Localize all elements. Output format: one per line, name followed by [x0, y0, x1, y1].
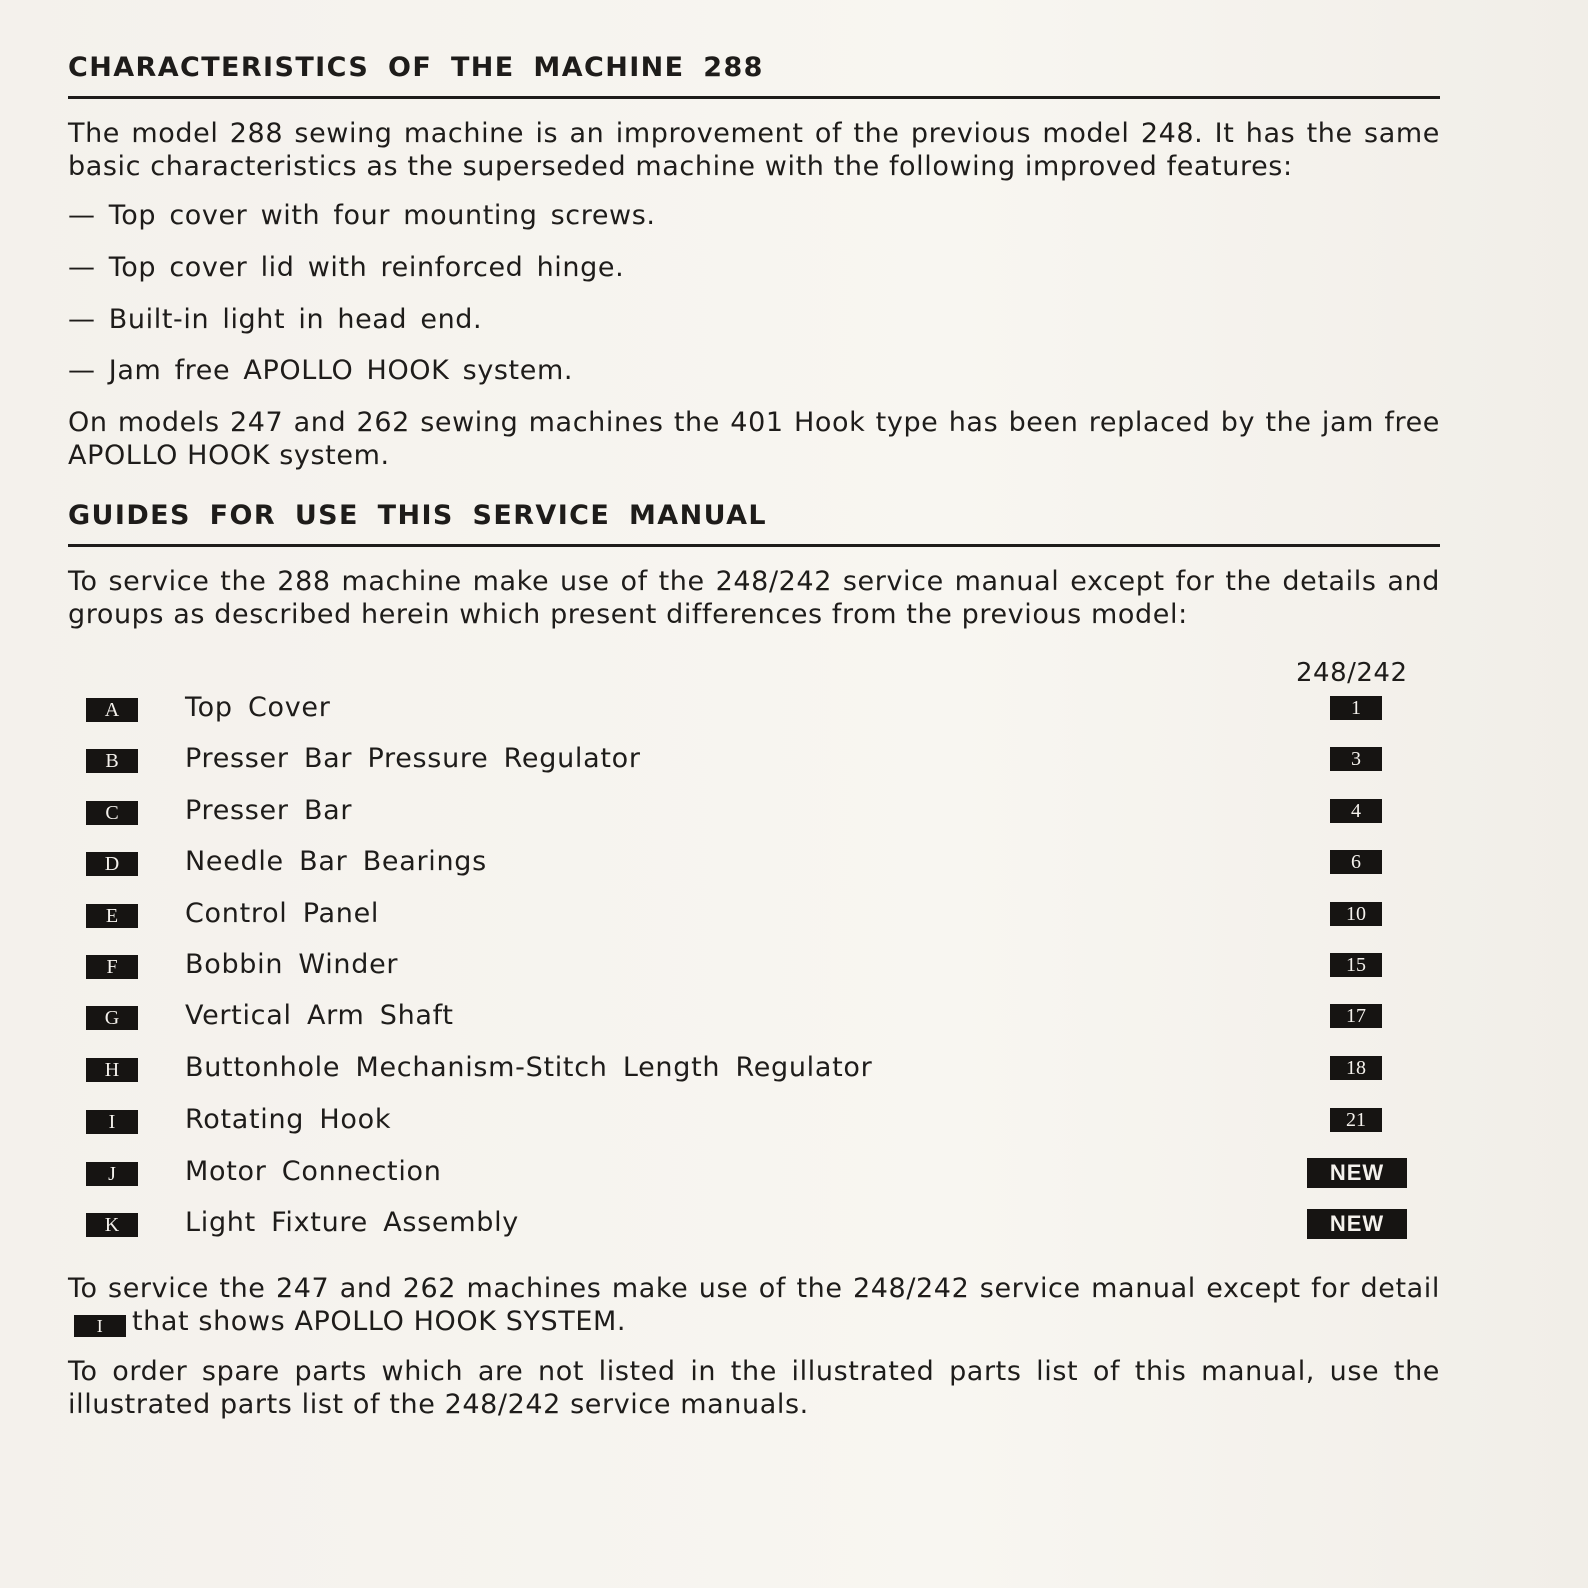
- reference-badge: 21: [1330, 1108, 1382, 1132]
- group-letter-badge: C: [86, 801, 138, 825]
- group-letter-badge: J: [86, 1162, 138, 1186]
- group-letter-badge: E: [86, 904, 138, 928]
- group-label: Needle Bar Bearings: [185, 846, 487, 877]
- section-heading-characteristics: CHARACTERISTICS OF THE MACHINE 288: [68, 52, 764, 83]
- reference-badge: 10: [1330, 902, 1382, 926]
- group-row: [0, 741, 1588, 781]
- group-row: [0, 1050, 1588, 1090]
- group-letter-badge: A: [86, 698, 138, 722]
- group-letter-badge: G: [86, 1006, 138, 1030]
- reference-column-header: 248/242: [1296, 658, 1408, 688]
- reference-badge: 17: [1330, 1004, 1382, 1028]
- feature-item: — Jam free APOLLO HOOK system.: [68, 355, 574, 386]
- group-letter-badge: D: [86, 852, 138, 876]
- group-row: [0, 896, 1588, 936]
- group-letter-badge: B: [86, 749, 138, 773]
- new-badge: NEW: [1307, 1158, 1407, 1188]
- group-row: [0, 1205, 1588, 1245]
- group-label: Light Fixture Assembly: [185, 1207, 519, 1238]
- models-note-paragraph: On models 247 and 262 sewing machines the 401 Hook type has been replaced by the jam free APOLLO HOOK system.: [68, 407, 1440, 471]
- spare-parts-paragraph: To order spare parts which are not listed in the illustrated parts list of this manual, use the illustrated parts list of the 248/242 service manuals.: [68, 1356, 1440, 1420]
- group-row: [0, 793, 1588, 833]
- reference-badge: 3: [1330, 747, 1382, 771]
- group-letter-badge: H: [86, 1058, 138, 1082]
- reference-badge: 6: [1330, 850, 1382, 874]
- reference-badge: 15: [1330, 953, 1382, 977]
- feature-item: — Top cover with four mounting screws.: [68, 200, 656, 231]
- reference-badge: 1: [1330, 696, 1382, 720]
- heading-rule: [68, 544, 1440, 547]
- group-label: Motor Connection: [185, 1156, 442, 1187]
- apollo-detail-paragraph: [68, 1272, 1440, 1338]
- footer-text-after: that shows APOLLO HOOK SYSTEM.: [132, 1306, 627, 1337]
- group-letter-badge: K: [86, 1213, 138, 1237]
- group-label: Presser Bar: [185, 795, 353, 826]
- group-label: Control Panel: [185, 898, 380, 929]
- group-letter-badge: I: [86, 1110, 138, 1134]
- group-label: Presser Bar Pressure Regulator: [185, 743, 641, 774]
- intro-paragraph: The model 288 sewing machine is an improvement of the previous model 248. It has the same basic characteristics as the superseded machine with the following improved features:: [68, 118, 1440, 182]
- group-label: Buttonhole Mechanism-Stitch Length Regulator: [185, 1052, 873, 1083]
- group-label: Vertical Arm Shaft: [185, 1000, 454, 1031]
- reference-badge: 4: [1330, 799, 1382, 823]
- feature-item: — Top cover lid with reinforced hinge.: [68, 252, 625, 283]
- new-badge: NEW: [1307, 1209, 1407, 1239]
- group-label: Rotating Hook: [185, 1104, 392, 1135]
- group-label: Bobbin Winder: [185, 949, 399, 980]
- group-letter-badge: F: [86, 955, 138, 979]
- group-row: [0, 690, 1588, 730]
- group-row: [0, 844, 1588, 884]
- group-row: [0, 1154, 1588, 1194]
- guides-intro-paragraph: To service the 288 machine make use of the 248/242 service manual except for the details and groups as described herein which present differences from the previous model:: [68, 566, 1440, 630]
- group-row: [0, 1102, 1588, 1142]
- group-row: [0, 998, 1588, 1038]
- feature-item: — Built-in light in head end.: [68, 304, 483, 335]
- section-heading-guides: GUIDES FOR USE THIS SERVICE MANUAL: [68, 500, 767, 531]
- group-row: [0, 947, 1588, 987]
- footer-text-before: To service the 247 and 262 machines make use of the 248/242 service manual except for detail: [68, 1273, 1440, 1304]
- heading-rule: [68, 96, 1440, 99]
- detail-letter-badge: I: [74, 1315, 126, 1337]
- reference-badge: 18: [1330, 1056, 1382, 1080]
- group-label: Top Cover: [185, 692, 331, 723]
